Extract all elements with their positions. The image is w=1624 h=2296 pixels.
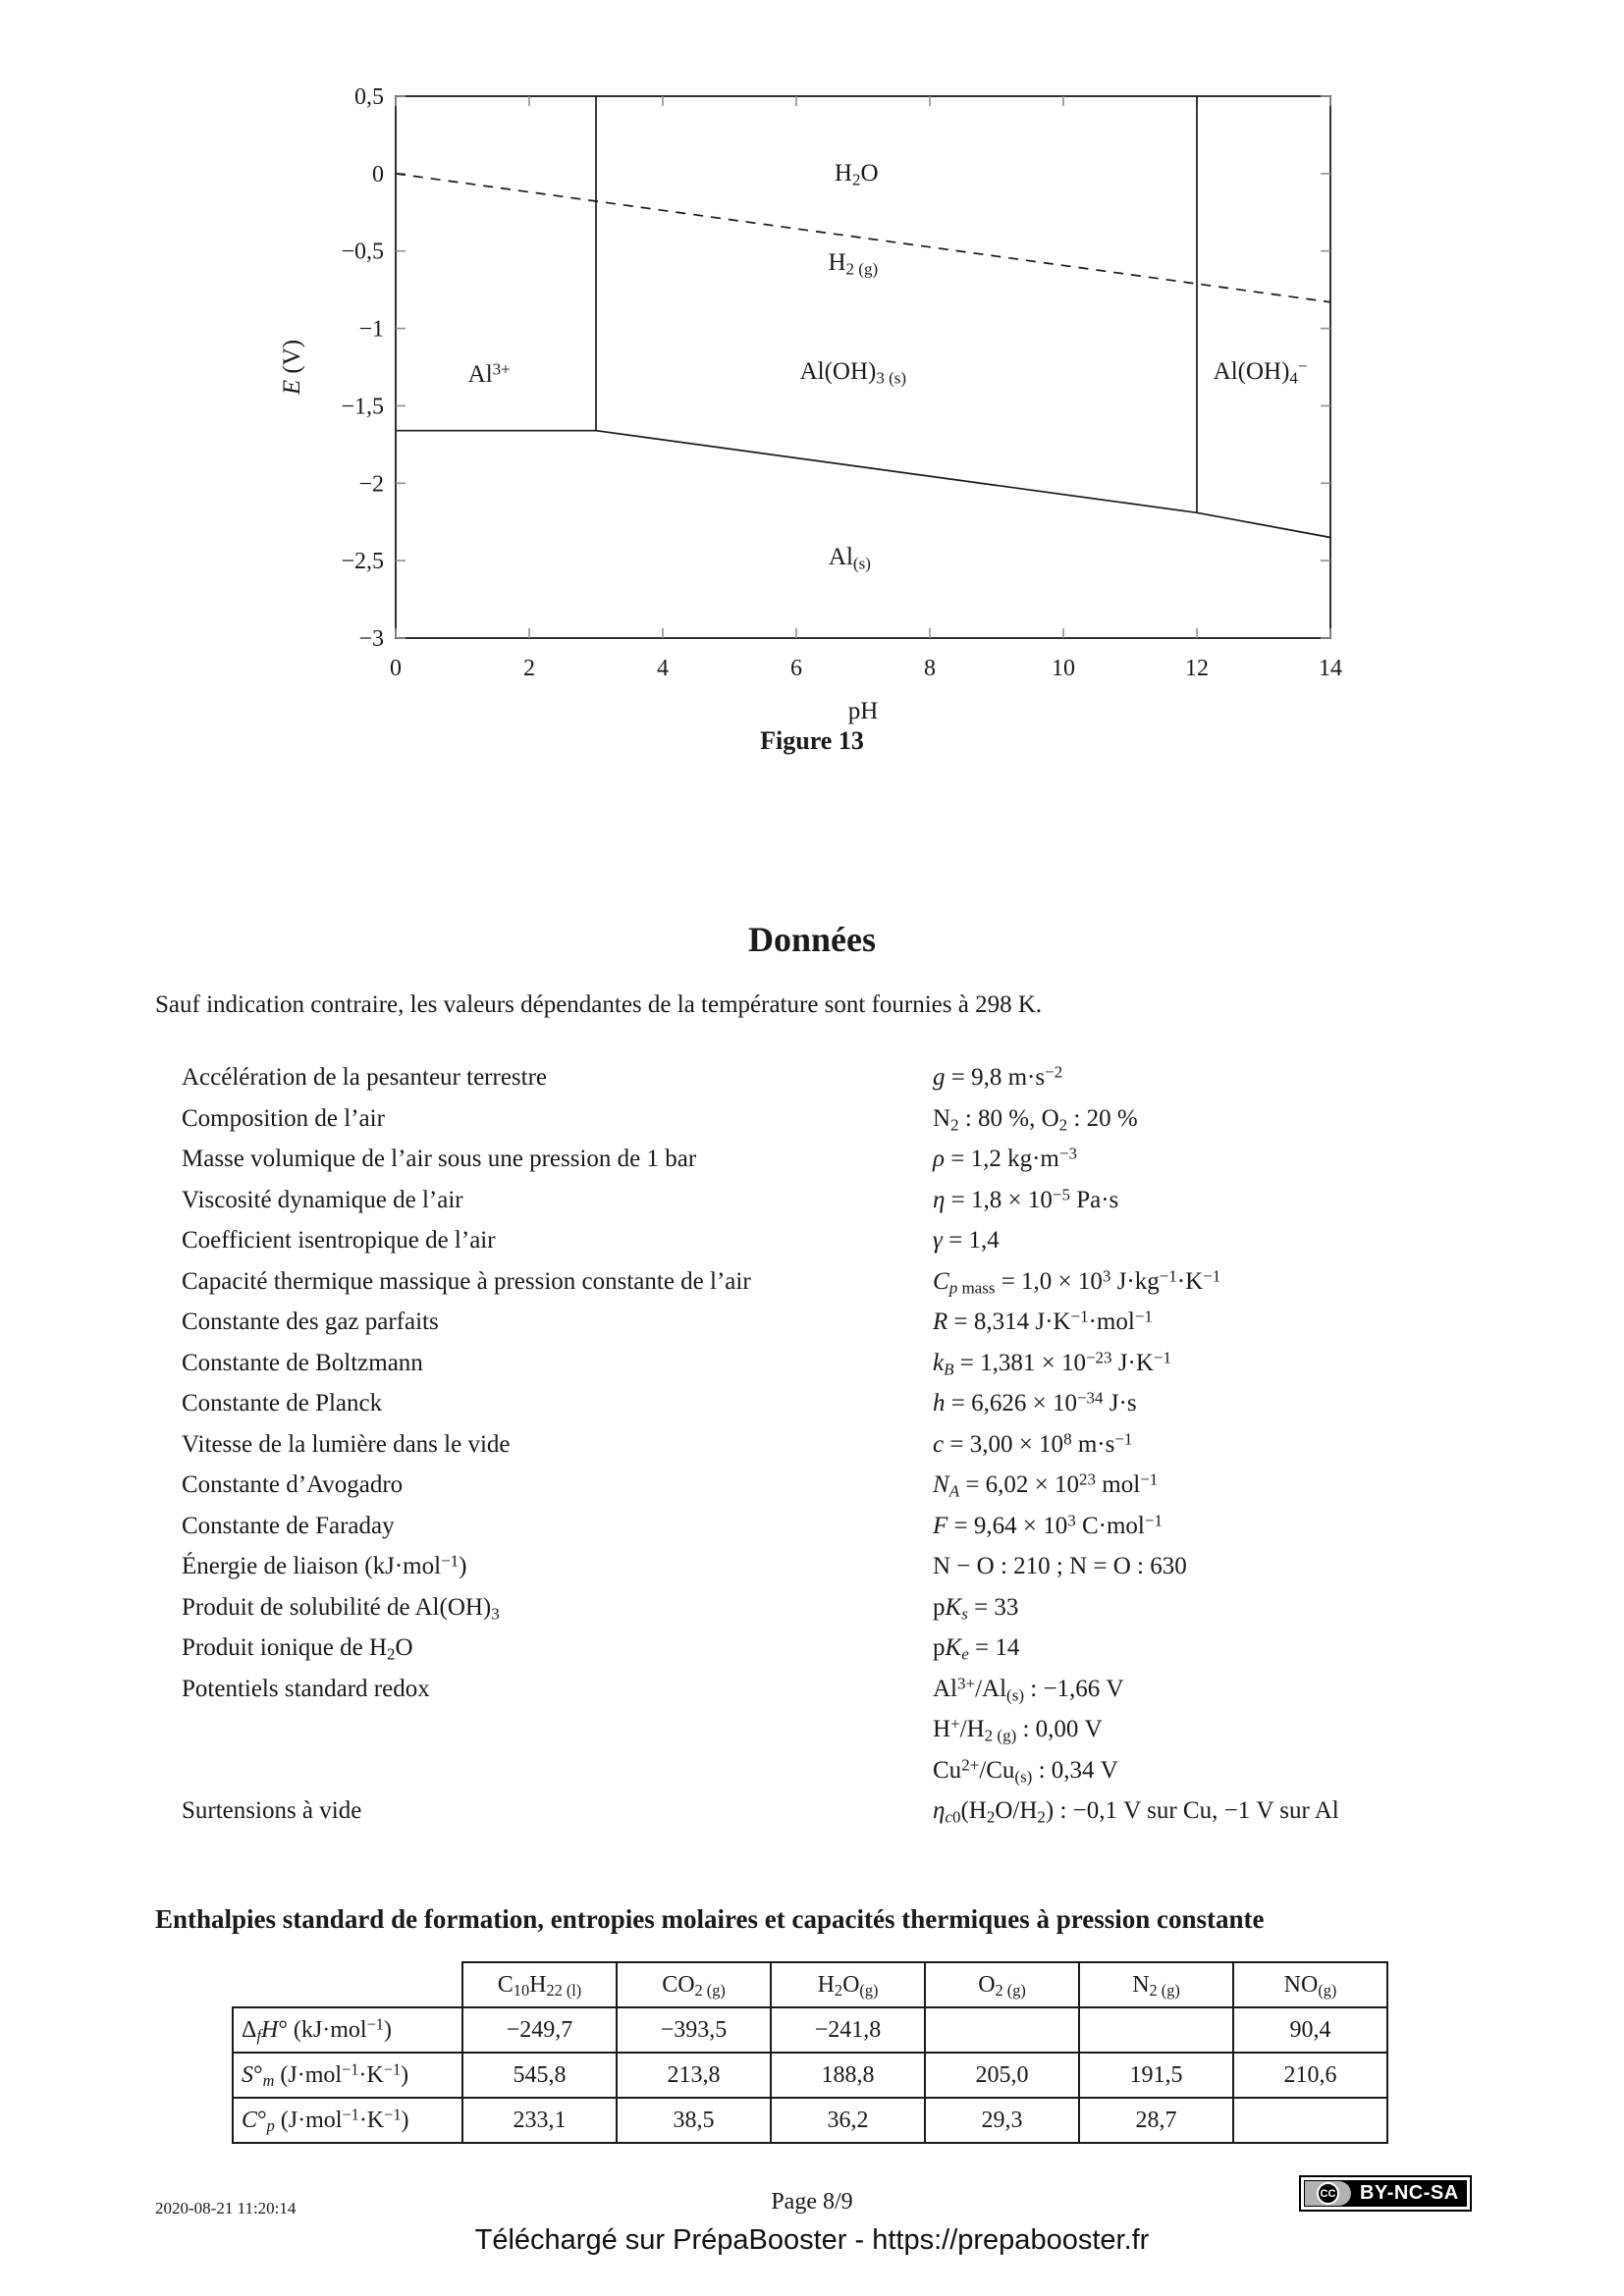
page-number: Page 8/9 xyxy=(771,2189,853,2215)
table-cell: −241,8 xyxy=(771,2007,925,2053)
thermo-table xyxy=(232,1961,1388,2144)
table-cell: 210,6 xyxy=(1233,2053,1387,2098)
table-cell xyxy=(1079,2007,1233,2053)
data-value-line: ρ = 1,2 $kg\cdot m^{-3}$ xyxy=(933,1144,1077,1172)
data-item-value xyxy=(933,1098,1138,1140)
x-tick-label: 10 xyxy=(1052,656,1075,681)
table-cell: 213,8 xyxy=(617,2053,771,2098)
region-aloh4: $Al(OH)_4^-$ xyxy=(1213,356,1308,387)
x-tick-label: 0 xyxy=(390,656,402,681)
table-cell: 205,0 xyxy=(925,2053,1079,2098)
data-item-label: Énergie de liaison (kJ·mol$^{-1}$) xyxy=(182,1551,467,1579)
data-item-value xyxy=(933,1465,1158,1506)
table-cell: 545,8 xyxy=(462,2053,617,2098)
data-item xyxy=(182,1139,1517,1180)
donnees-intro: Sauf indication contraire, les valeurs dépendantes de la température sont fournies à 298 K. xyxy=(155,991,1043,1018)
data-item-value xyxy=(933,1383,1137,1424)
x-axis-label: pH xyxy=(847,698,879,724)
data-item-label: Surtensions à vide xyxy=(182,1797,362,1824)
data-item-value xyxy=(933,1057,1062,1098)
cc-icon: CC xyxy=(1317,2182,1339,2205)
boundary-line xyxy=(396,174,1330,302)
data-item-label: Constante des gaz parfaits xyxy=(182,1308,439,1335)
data-value-line: $N_2$ : 80 %, $O_2$ : 20 % xyxy=(933,1104,1138,1134)
data-value-line: $C_{p mass} = 1,0 \times 10^3$ $J\cdot kg^{-1}\cdot K^{-1}$ xyxy=(933,1265,1221,1297)
data-item-value xyxy=(933,1790,1339,1832)
data-value-line: $pK_s = 33$ xyxy=(933,1593,1019,1623)
data-value-line: g = 9,8 $m\cdot s^{-2}$ xyxy=(933,1062,1063,1091)
region-h2g: $H_{2 (g)}$ xyxy=(828,249,879,279)
data-value-line: N − O : 210 ; N = O : 630 xyxy=(933,1553,1187,1579)
data-item xyxy=(182,1220,1517,1261)
data-item xyxy=(182,1098,1517,1140)
table-row-label: $\Delta_fH^\circ$ (kJ·mol$^{-1}$) xyxy=(233,2007,462,2053)
data-item xyxy=(182,1180,1517,1221)
data-value-line: $c = 3,00 \times 10^8$ $m\cdot s^{-1}$ xyxy=(933,1428,1133,1458)
data-item-value xyxy=(933,1302,1153,1343)
x-tick-label: 6 xyxy=(790,656,802,681)
data-item xyxy=(182,1465,1517,1506)
data-item-value xyxy=(933,1587,1018,1629)
table-cell: −393,5 xyxy=(617,2007,771,2053)
data-value-line: $F = 9,64 \times 10^3$ C·mol$^{-1}$ xyxy=(933,1510,1163,1539)
pourbaix-diagram xyxy=(147,47,1414,734)
data-value-line: $N_A = 6,02 \times 10^{23}$ mol$^{-1}$ xyxy=(933,1469,1159,1501)
table-cell: −249,7 xyxy=(462,2007,617,2053)
y-tick-label: 0 xyxy=(372,161,384,187)
table-cell: 90,4 xyxy=(1233,2007,1387,2053)
region-al3plus: $Al^{3+}$ xyxy=(467,359,511,388)
y-tick-label: −1 xyxy=(358,316,384,343)
data-item-label: Composition de l’air xyxy=(182,1104,385,1132)
data-item xyxy=(182,1587,1517,1629)
data-item-label: Coefficient isentropique de l’air xyxy=(182,1227,496,1254)
data-item-label: Potentiels standard redox xyxy=(182,1675,430,1702)
data-item-label: Capacité thermique massique à pression constante de l’air xyxy=(182,1267,751,1295)
data-item xyxy=(182,1790,1517,1832)
data-value-line: R = 8,314 $J\cdot K^{-1}\cdot mol^{-1}$ xyxy=(933,1307,1153,1335)
x-tick-label: 4 xyxy=(657,656,669,681)
table-row-label: $C^\circ_p$ $(J\cdot mol^{-1}\cdot K^{-1})$ xyxy=(233,2098,462,2143)
figure-caption: Figure 13 xyxy=(760,726,864,755)
data-value-line: $Al^{3+}/Al_{(s)}$ : −1,66 V xyxy=(933,1673,1124,1704)
data-item xyxy=(182,1506,1517,1547)
data-item xyxy=(182,1669,1517,1791)
data-item-value xyxy=(933,1261,1220,1303)
cc-license-label: BY-NC-SA xyxy=(1360,2182,1459,2204)
data-item-label: Accélération de la pesanteur terrestre xyxy=(182,1064,548,1091)
data-item-label: Constante de Planck xyxy=(182,1390,383,1416)
region-aloh3: $Al(OH)_{3 (s)}$ xyxy=(799,357,907,387)
data-item-value xyxy=(933,1424,1132,1466)
boundary-line xyxy=(596,431,1197,513)
data-item xyxy=(182,1302,1517,1343)
data-item-value xyxy=(933,1506,1163,1547)
data-item-label: Constante de Faraday xyxy=(182,1512,395,1539)
data-item-label: Viscosité dynamique de l’air xyxy=(182,1186,463,1213)
cc-license-badge[interactable] xyxy=(1299,2175,1472,2212)
timestamp: 2020-08-21 11:20:14 xyxy=(155,2199,297,2217)
data-item-label: Produit ionique de $H_2O$ xyxy=(182,1634,413,1664)
table-cell xyxy=(925,2007,1079,2053)
data-item-value xyxy=(933,1546,1187,1587)
table-column-header: $NO_{(g)}$ xyxy=(1233,1962,1387,2007)
table-cell xyxy=(1233,2098,1387,2143)
table-corner-cell xyxy=(233,1962,462,2007)
table-row xyxy=(233,2098,1387,2143)
data-value-line: $\eta_{c0}(H_2O/H_2)$ : −0,1 V sur Cu, −1 V sur Al xyxy=(933,1797,1339,1827)
y-axis-label: E (V) xyxy=(279,339,305,396)
data-item-value xyxy=(933,1139,1077,1180)
table-column-header: $CO_{2 (g)}$ xyxy=(617,1962,771,2007)
table-cell: 233,1 xyxy=(462,2098,617,2143)
data-item-label: Masse volumique de l’air sous une pression de 1 bar xyxy=(182,1146,697,1172)
table-cell: 36,2 xyxy=(771,2098,925,2143)
figure-13 xyxy=(0,0,1624,795)
data-list xyxy=(182,1057,1517,1832)
thermo-table-heading: Enthalpies standard de formation, entropies molaires et capacités thermiques à pression constante xyxy=(155,1904,1265,1934)
data-item xyxy=(182,1383,1517,1424)
data-item xyxy=(182,1546,1517,1587)
data-value-line: $\eta = 1,8 \times 10^{-5}$ Pa·s xyxy=(933,1184,1119,1213)
cc-logo-tab xyxy=(1305,2181,1351,2206)
table-cell: 38,5 xyxy=(617,2098,771,2143)
y-tick-label: −3 xyxy=(358,626,384,652)
y-tick-label: −0,5 xyxy=(341,239,384,265)
download-attribution-link[interactable]: Téléchargé sur PrépaBooster - https://prepabooster.fr xyxy=(474,2224,1150,2256)
data-item xyxy=(182,1057,1517,1098)
data-item-value xyxy=(933,1220,1000,1261)
y-tick-label: −2 xyxy=(358,471,384,498)
data-item xyxy=(182,1343,1517,1384)
y-tick-label: −2,5 xyxy=(341,549,384,575)
x-tick-label: 2 xyxy=(523,656,535,681)
table-row xyxy=(233,2053,1387,2098)
table-cell: 188,8 xyxy=(771,2053,925,2098)
donnees-title: Données xyxy=(747,920,876,959)
data-item xyxy=(182,1628,1517,1669)
table-cell: 28,7 xyxy=(1079,2098,1233,2143)
table-row xyxy=(233,2007,1387,2053)
data-item xyxy=(182,1261,1517,1303)
data-value-line: γ = 1,4 xyxy=(933,1227,1000,1254)
x-tick-label: 12 xyxy=(1185,656,1209,681)
x-tick-label: 14 xyxy=(1319,656,1342,681)
data-item-value xyxy=(933,1180,1118,1221)
table-cell: 191,5 xyxy=(1079,2053,1233,2098)
boundary-line xyxy=(1197,512,1330,537)
region-als: $Al_{(s)}$ xyxy=(828,543,871,573)
y-tick-label: 0,5 xyxy=(354,84,384,110)
data-item-label: Constante de Boltzmann xyxy=(182,1349,423,1376)
data-item-label: Vitesse de la lumière dans le vide xyxy=(182,1430,511,1458)
data-item-value xyxy=(933,1669,1124,1791)
data-item-label: Produit de solubilité de $Al(OH)_3$ xyxy=(182,1593,500,1623)
table-column-header: $N_{2 (g)}$ xyxy=(1079,1962,1233,2007)
data-value-line: $H^+/H_{2 (g)}$ : 0,00 V xyxy=(933,1714,1103,1745)
table-row-label: $S^\circ_m$ $(J\cdot mol^{-1}\cdot K^{-1})$ xyxy=(233,2053,462,2098)
table-column-header: $H_2O_{(g)}$ xyxy=(771,1962,925,2007)
data-value-line: $pK_e = 14$ xyxy=(933,1634,1020,1664)
x-tick-label: 8 xyxy=(924,656,936,681)
table-column-header: $C_{10}H_{22 (l)}$ xyxy=(462,1962,617,2007)
data-value-line: $Cu^{2+}/Cu_{(s)}$ : 0,34 V xyxy=(933,1754,1118,1786)
table-column-header: $O_{2 (g)}$ xyxy=(925,1962,1079,2007)
table-cell: 29,3 xyxy=(925,2098,1079,2143)
data-item-label: Constante d’Avogadro xyxy=(182,1471,404,1498)
region-h2o: $H_2O$ xyxy=(834,159,879,189)
data-value-line: $h = 6,626 \times 10^{-34}$ J·s xyxy=(933,1388,1137,1416)
data-item xyxy=(182,1424,1517,1466)
data-item-value xyxy=(933,1343,1171,1384)
data-value-line: $k_B = 1,381 \times 10^{-23}$ $J\cdot K^{-1}$ xyxy=(933,1347,1171,1378)
data-item-value xyxy=(933,1628,1019,1669)
y-tick-label: −1,5 xyxy=(341,394,384,420)
